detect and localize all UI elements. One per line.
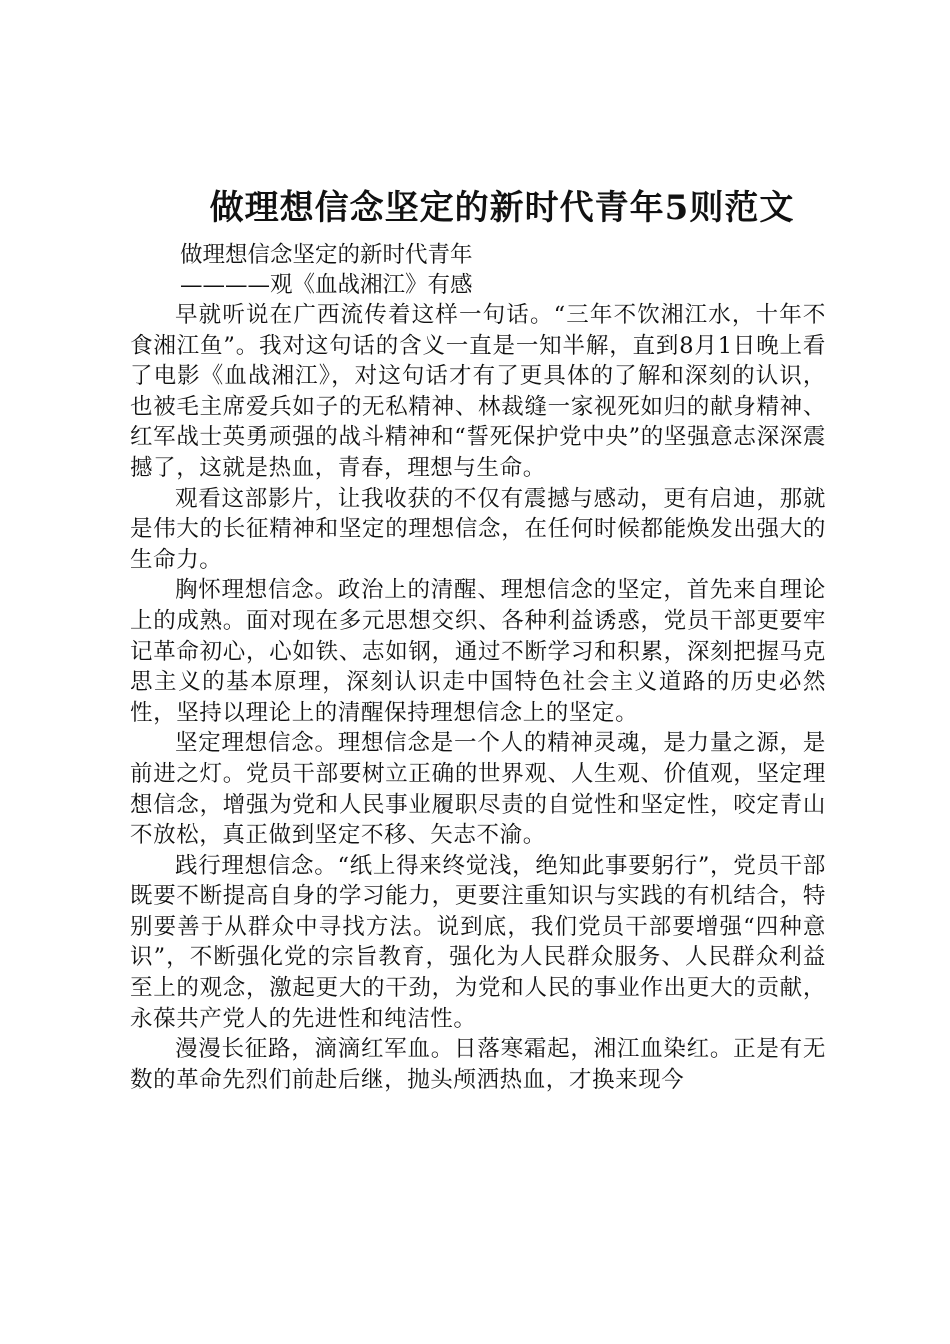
paragraph: 早就听说在广西流传着这样一句话。“三年不饮湘江水，十年不食湘江鱼”。我对这句话的含义一直是一知半解，直到8月1日晚上看了电影《血战湘江》，对这句话才有了更具体的了解和深刻的认识，也被毛主席爱兵如子的无私精神、林裁缝一家视死如归的献身精神、红军战士英勇顽强的战斗精神和“誓死保护党中央”的坚强意志深深震撼了，这就是热血，青春，理想与生命。 <box>130 302 826 481</box>
document-page <box>130 186 826 1095</box>
essay-title: 做理想信念坚定的新时代青年 <box>180 242 473 268</box>
paragraph: 坚定理想信念。理想信念是一个人的精神灵魂，是力量之源，是前进之灯。党员干部要树立正确的世界观、人生观、价值观，坚定理想信念，增强为党和人民事业履职尽责的自觉性和坚定性，咬定青山不放松，真正做到坚定不移、矢志不渝。 <box>130 730 826 849</box>
paragraph: 漫漫长征路，滴滴红军血。日落寒霜起，湘江血染红。正是有无数的革命先烈们前赴后继，抛头颅洒热血，才换来现今 <box>130 1036 826 1093</box>
essay-subtitle: ————观《血战湘江》有感 <box>180 272 473 298</box>
paragraph: 观看这部影片，让我收获的不仅有震撼与感动，更有启迪，那就是伟大的长征精神和坚定的理想信念，在任何时候都能焕发出强大的生命力。 <box>130 485 826 573</box>
paragraph: 践行理想信念。“纸上得来终觉浅，绝知此事要躬行”，党员干部既要不断提高自身的学习能力，更要注重知识与实践的有机结合，特别要善于从群众中寻找方法。说到底，我们党员干部要增强“四种意识”，不断强化党的宗旨教育，强化为人民群众服务、人民群众利益至上的观念，激起更大的干劲，为党和人民的事业作出更大的贡献，永葆共产党人的先进性和纯洁性。 <box>130 852 826 1032</box>
document-title: 做理想信念坚定的新时代青年5则范文 <box>209 188 795 228</box>
paragraph: 胸怀理想信念。政治上的清醒、理想信念的坚定，首先来自理论上的成熟。面对现在多元思想交织、各种利益诱惑，党员干部更要牢记革命初心，心如铁、志如钢，通过不断学习和积累，深刻把握马克思主义的基本原理，深刻认识走中国特色社会主义道路的历史必然性，坚持以理论上的清醒保持理想信念上的坚定。 <box>130 577 826 726</box>
